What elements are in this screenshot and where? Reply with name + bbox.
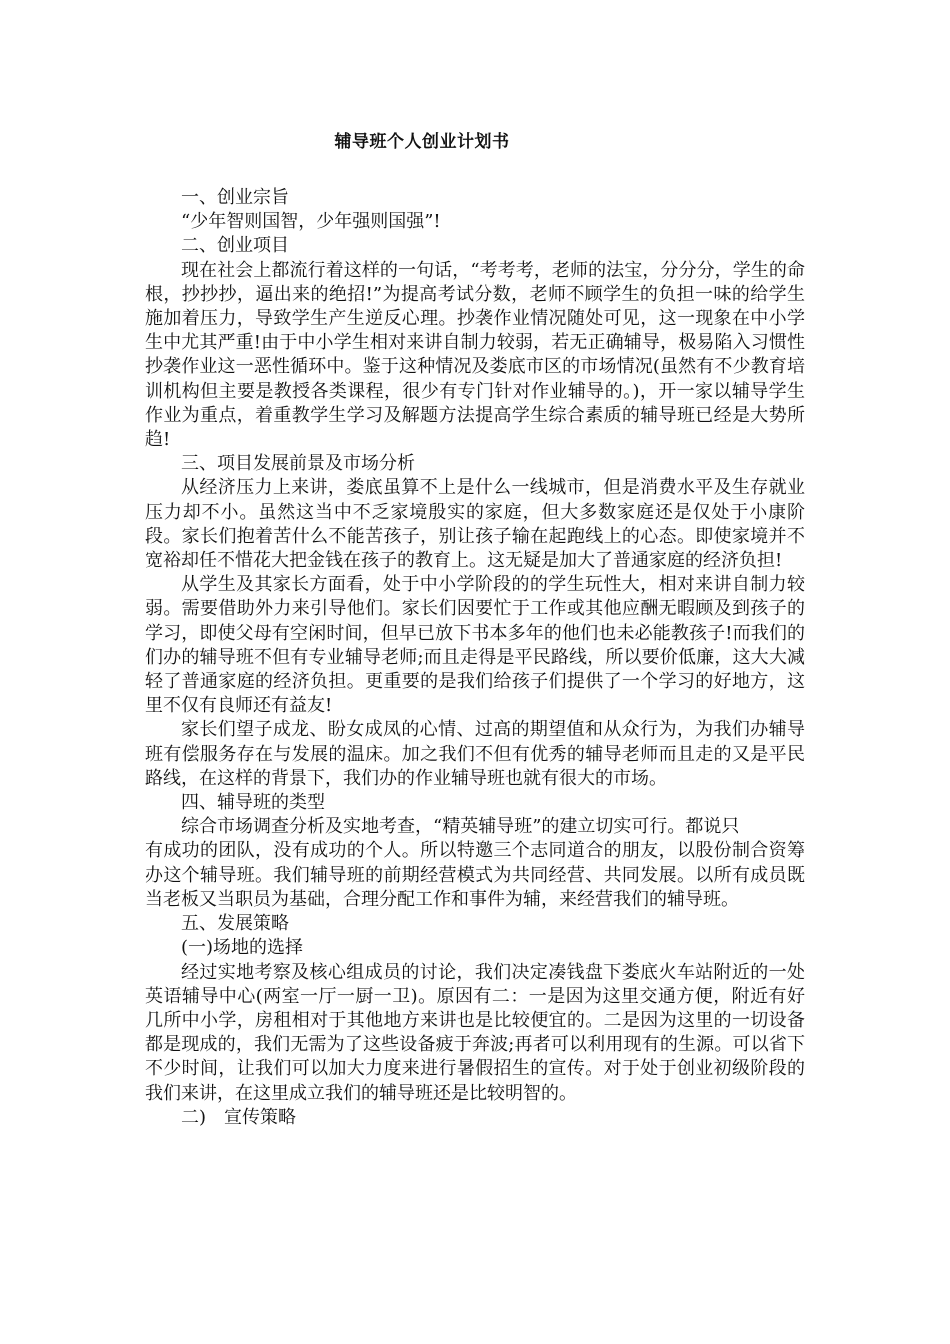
- document-title: 辅导班个人创业计划书: [334, 132, 510, 152]
- heading-project: 二、创业项目: [181, 235, 289, 257]
- paragraph-project: 现在社会上都流行着这样的一句话，“考考考，老师的法宝，分分分，学生的命根，抄抄抄，逼出来的绝招!”为提高考试分数，老师不顾学生的负担一味的给学生施加着压力，导致学生产生逆反心理。抄袭作业情况随处可见，这一现象在中小学生中尤其严重!由于中小学生相对来讲自制力较弱，若无正确辅导，极易陷入习惯性抄袭作业这一恶性循环中。鉴于这种情况及娄底市区的市场情况(虽然有不少教育培训机构但主要是教授各类课程，很少有专门针对作业辅导的。)，开一家以辅导学生作业为重点，着重教学生学习及解题方法提高学生综合素质的辅导班已经是大势所趋!: [145, 259, 805, 451]
- heading-prospects: 三、项目发展前景及市场分析: [181, 453, 415, 475]
- heading-strategy: 五、发展策略: [181, 913, 289, 935]
- paragraph-parents-expectations: 家长们望子成龙、盼女成凤的心情、过高的期望值和从众行为，为我们办辅导班有偿服务存在与发展的温床。加之我们不但有优秀的辅导老师而且走的又是平民路线，在这样的背景下，我们办的作业辅导班也就有很大的市场。: [145, 719, 805, 789]
- paragraph-students-parents: 从学生及其家长方面看，处于中小学阶段的的学生玩性大，相对来讲自制力较弱。需要借助外力来引导他们。家长们因要忙于工作或其他应酬无暇顾及到孩子的学习，即使父母有空闲时间，但早已放下书本多年的他们也未必能教孩子!而我们的们办的辅导班不但有专业辅导老师;而且走得是平民路线，所以要价低廉，这大大减轻了普通家庭的经济负担。更重要的是我们给孩子们提供了一个学习的好地方，这里不仅有良师还有益友!: [145, 574, 805, 717]
- paragraph-type-rest: 有成功的团队，没有成功的个人。所以特邀三个志同道合的朋友，以股份制合资筹办这个辅导班。我们辅导班的前期经营模式为共同经营、共同发展。以所有成员既当老板又当职员为基础，合理分配工作和事件为辅，来经营我们的辅导班。: [145, 840, 805, 910]
- subheading-promotion: 二) 宣传策略: [181, 1106, 297, 1128]
- subheading-venue: (一)场地的选择: [181, 937, 304, 959]
- heading-type: 四、辅导班的类型: [181, 792, 325, 814]
- mission-slogan: “少年智则国智，少年强则国强”!: [181, 211, 441, 233]
- paragraph-economic-pressure: 从经济压力上来讲，娄底虽算不上是什么一线城市，但是消费水平及生存就业压力却不小。虽然这当中不乏家境殷实的家庭，但大多数家庭还是仅处于小康阶段。家长们抱着苦什么不能苦孩子，别让孩子输在起跑线上的心态。即使家境并不宽裕却任不惜花大把金钱在孩子的教育上。这无疑是加大了普通家庭的经济负担!: [145, 477, 805, 572]
- document-body: [145, 186, 805, 1130]
- paragraph-type-line1: 综合市场调查分析及实地考查，“精英辅导班”的建立切实可行。都说只: [181, 816, 740, 838]
- paragraph-venue: 经过实地考察及核心组成员的讨论，我们决定凑钱盘下娄底火车站附近的一处英语辅导中心(两室一厅一厨一卫)。原因有二：一是因为这里交通方便，附近有好几所中小学，房租相对于其他地方来讲也是比较便宜的。二是因为这里的一切设备都是现成的，我们无需为了这些设备疲于奔波;再者可以利用现有的生源。可以省下不少时间，让我们可以加大力度来进行暑假招生的宣传。对于处于创业初级阶段的我们来讲，在这里成立我们的辅导班还是比较明智的。: [145, 961, 805, 1104]
- heading-mission: 一、创业宗旨: [181, 187, 289, 208]
